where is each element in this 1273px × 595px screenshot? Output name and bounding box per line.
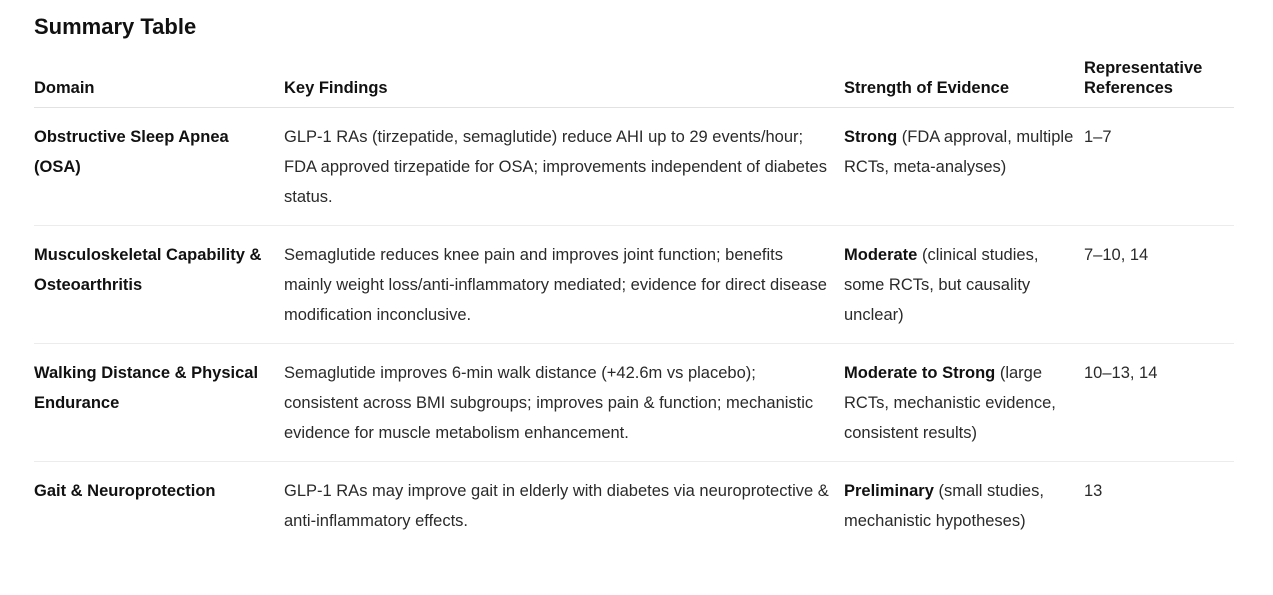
row-findings: Semaglutide improves 6-min walk distance (+42.6m vs placebo); consistent across BMI subgroups; improves pain & function; mechanistic evidence for muscle metabolism enhancement.	[284, 344, 844, 462]
strength-detail: (FDA approval, multiple RCTs, meta-analyses)	[844, 128, 1074, 176]
table-header-row	[34, 58, 1234, 108]
row-domain: Obstructive Sleep Apnea (OSA)	[34, 108, 284, 226]
strength-detail: (small studies, mechanistic hypotheses)	[844, 482, 1044, 530]
row-domain: Musculoskeletal Capability & Osteoarthritis	[34, 226, 284, 344]
table-title: Summary Table	[34, 14, 197, 39]
strength-label: Moderate	[844, 246, 918, 264]
row-strength	[844, 108, 1084, 226]
strength-label: Moderate to Strong	[844, 364, 996, 382]
strength-label: Preliminary	[844, 482, 934, 500]
summary-table	[34, 58, 1234, 549]
row-domain: Walking Distance & Physical Endurance	[34, 344, 284, 462]
row-findings: GLP-1 RAs may improve gait in elderly with diabetes via neuroprotective & anti-inflammatory effects.	[284, 482, 829, 530]
row-strength	[844, 462, 1084, 550]
header-key-findings: Key Findings	[284, 58, 844, 108]
row-references: 7–10, 14	[1084, 226, 1234, 344]
row-domain: Gait & Neuroprotection	[34, 482, 216, 500]
row-findings: GLP-1 RAs (tirzepatide, semaglutide) reduce AHI up to 29 events/hour; FDA approved tirzepatide for OSA; improvements independent of diabetes status.	[284, 108, 844, 226]
row-references: 10–13, 14	[1084, 344, 1234, 462]
row-references: 13	[1084, 482, 1103, 500]
table-row	[34, 226, 1234, 344]
table-row	[34, 344, 1234, 462]
strength-label: Strong	[844, 128, 898, 146]
header-strength-of-evidence: Strength of Evidence	[844, 58, 1084, 108]
strength-detail: (large RCTs, mechanistic evidence, consistent results)	[844, 364, 1056, 442]
header-domain: Domain	[34, 58, 284, 108]
header-references: Representative References	[1084, 58, 1234, 108]
row-findings: Semaglutide reduces knee pain and improves joint function; benefits mainly weight loss/anti-inflammatory mediated; evidence for direct disease modification inconclusive.	[284, 226, 844, 344]
row-strength	[844, 344, 1084, 462]
strength-detail: (clinical studies, some RCTs, but causality unclear)	[844, 246, 1039, 324]
table-row	[34, 462, 1234, 550]
row-references: 1–7	[1084, 108, 1234, 226]
row-strength	[844, 226, 1084, 344]
table-row	[34, 108, 1234, 226]
